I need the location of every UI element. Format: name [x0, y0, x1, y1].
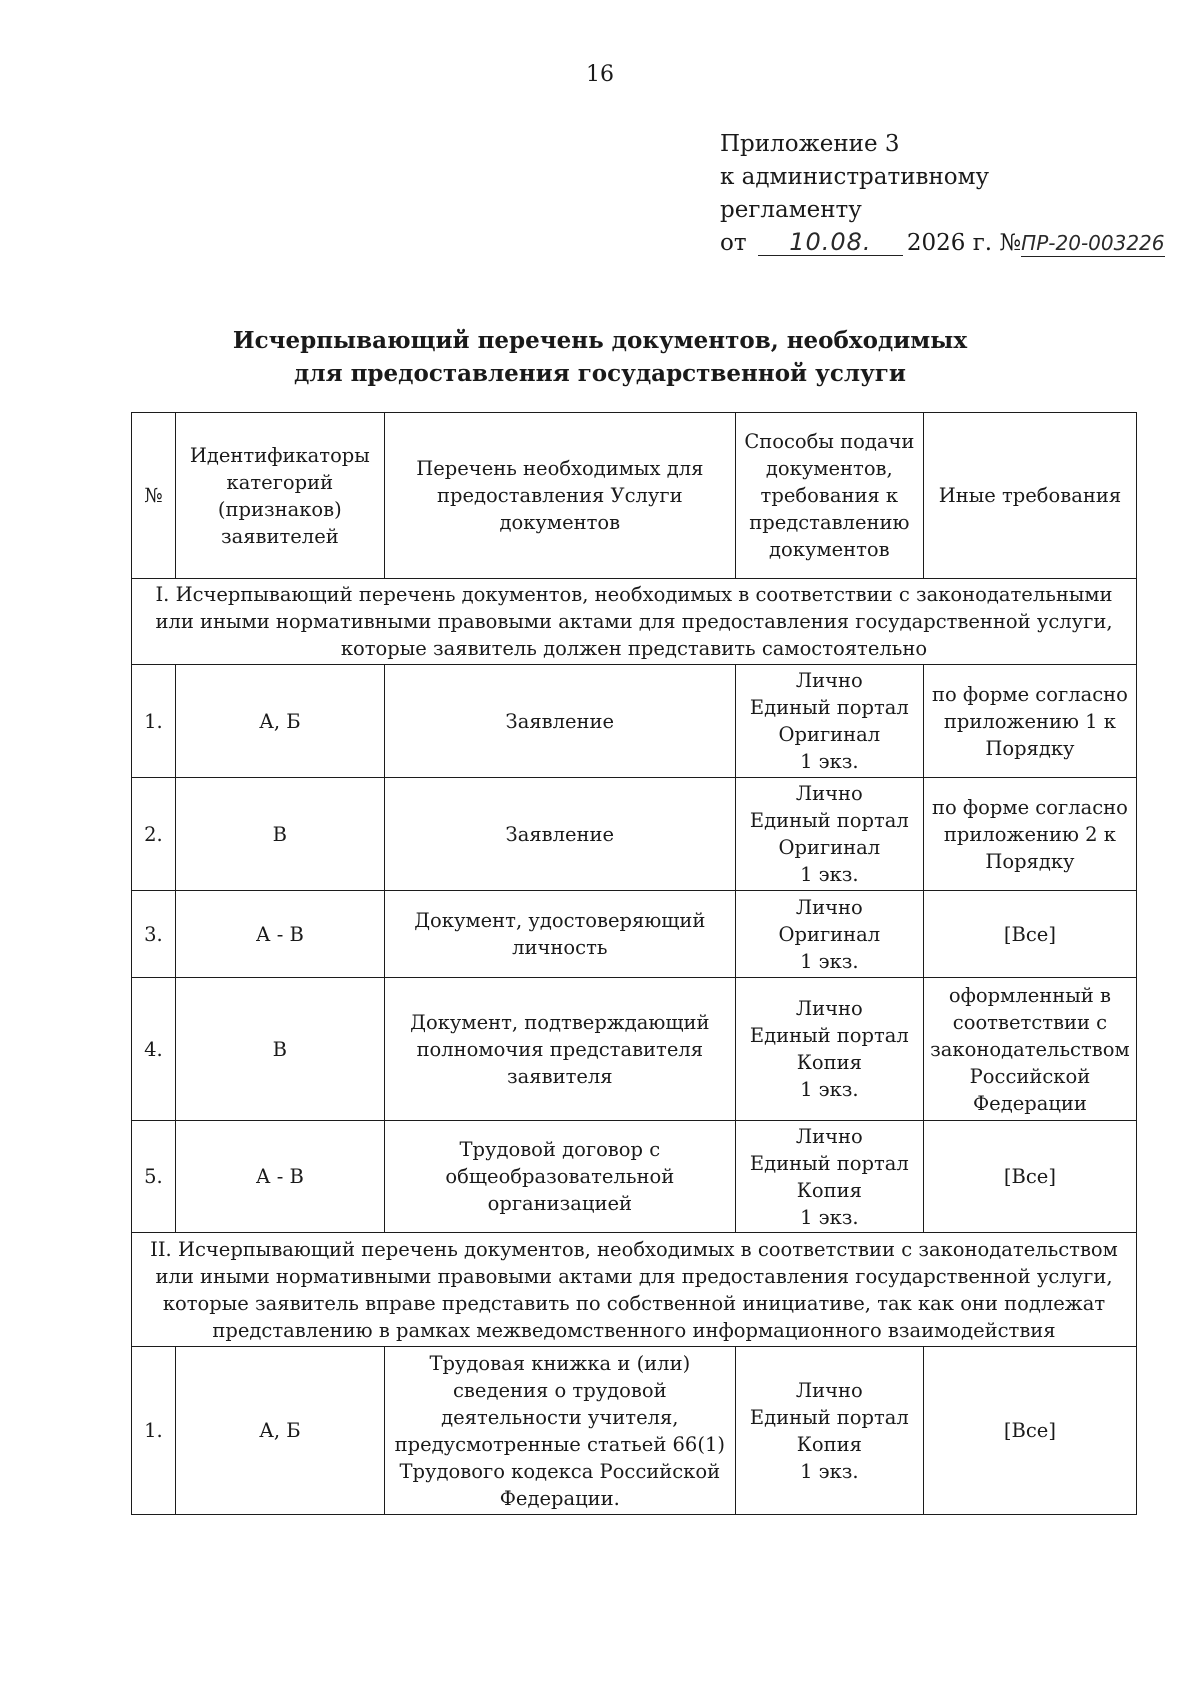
way-line: Копия — [796, 1051, 862, 1074]
row-ids: В — [175, 978, 384, 1121]
title-line-2: для предоставления государственной услуги — [294, 360, 906, 387]
row-num: 4. — [132, 978, 176, 1121]
way-line: Единый портал — [749, 696, 909, 719]
way-line: Оригинал — [778, 723, 881, 746]
row-doc: Заявление — [384, 665, 735, 778]
appendix-reference: к административному — [720, 164, 990, 190]
table-row — [132, 1121, 1137, 1233]
section-1-heading: I. Исчерпывающий перечень документов, необходимых в соответствии с законодательными или иными нормативными правовыми актами для предоставления государственной услуги, которые заявитель должен представить самостоятельно — [132, 579, 1137, 665]
way-line: 1 экз. — [800, 863, 859, 886]
header-docs: Перечень необходимых для предоставления Услуги документов — [384, 413, 735, 579]
row-other: [Все] — [923, 891, 1136, 978]
way-line: Оригинал — [778, 836, 881, 859]
row-num: 5. — [132, 1121, 176, 1233]
row-doc: Документ, подтверждающий полномочия представителя заявителя — [384, 978, 735, 1121]
way-line: Оригинал — [778, 922, 881, 946]
row-doc: Трудовая книжка и (или) сведения о трудовой деятельности учителя, предусмотренные статьей 66(1) Трудового кодекса Российской Федерации. — [384, 1347, 735, 1515]
way-line: Лично — [795, 1124, 863, 1148]
row-doc: Трудовой договор с общеобразовательной организацией — [384, 1121, 735, 1233]
section-2-heading: II. Исчерпывающий перечень документов, необходимых в соответствии с законодательством или иными нормативными правовыми актами для предоставления государственной услуги, которые заявитель вправе представить по собственной инициативе, так как они подлежат представлению в рамках межведомственного информационного взаимодействия — [132, 1233, 1137, 1347]
way-line: Лично — [795, 669, 863, 692]
handwritten-number: ПР-20-003226 — [1021, 231, 1165, 255]
document-title — [0, 324, 1200, 390]
row-num: 1. — [132, 1347, 176, 1515]
way-line: Копия — [796, 1432, 862, 1456]
page-number: 16 — [586, 62, 614, 87]
row-ids: А, Б — [175, 665, 384, 778]
table-row — [132, 1347, 1137, 1515]
year-suffix: 2026 г. № — [906, 230, 1022, 256]
row-ways — [735, 1347, 923, 1515]
table-row — [132, 891, 1137, 978]
row-other: оформленный в соответствии с законодательством Российской Федерации — [923, 978, 1136, 1121]
table-row — [132, 978, 1137, 1121]
table-row — [132, 665, 1137, 778]
header-num: № — [132, 413, 176, 579]
row-ids: А - В — [175, 1121, 384, 1233]
row-ids: А, Б — [175, 1347, 384, 1515]
row-other: по форме согласно приложению 1 к Порядку — [923, 665, 1136, 778]
appendix-block — [720, 128, 1165, 260]
table-row — [132, 778, 1137, 891]
header-ids: Идентификаторы категорий (признаков) заявителей — [175, 413, 384, 579]
handwritten-date: 10.08. — [758, 229, 903, 256]
table-header-row — [132, 413, 1137, 579]
section-row — [132, 1233, 1137, 1347]
way-line: Единый портал — [749, 1024, 909, 1047]
way-line: Единый портал — [749, 1405, 909, 1429]
way-line: 1 экз. — [800, 1459, 859, 1483]
way-line: Лично — [795, 997, 863, 1020]
header-other: Иные требования — [923, 413, 1136, 579]
row-doc: Документ, удостоверяющий личность — [384, 891, 735, 978]
row-ways — [735, 1121, 923, 1233]
way-line: Единый портал — [749, 809, 909, 832]
date-prefix: от — [720, 230, 747, 256]
documents-table — [131, 412, 1137, 1515]
row-ways — [735, 978, 923, 1121]
row-other: [Все] — [923, 1121, 1136, 1233]
row-ids: А - В — [175, 891, 384, 978]
row-doc: Заявление — [384, 778, 735, 891]
way-line: 1 экз. — [800, 949, 859, 973]
way-line: Лично — [795, 895, 863, 919]
row-ways — [735, 891, 923, 978]
row-other: по форме согласно приложению 2 к Порядку — [923, 778, 1136, 891]
appendix-title: Приложение 3 — [720, 131, 900, 157]
way-line: Единый портал — [749, 1151, 909, 1175]
way-line: Копия — [796, 1178, 862, 1202]
row-ways — [735, 778, 923, 891]
row-ways — [735, 665, 923, 778]
way-line: Лично — [795, 1378, 863, 1402]
header-ways: Способы подачи документов, требования к представлению документов — [735, 413, 923, 579]
way-line: 1 экз. — [800, 750, 859, 773]
way-line: 1 экз. — [800, 1078, 859, 1101]
section-row — [132, 579, 1137, 665]
way-line: Лично — [795, 782, 863, 805]
appendix-date-line — [720, 227, 1165, 260]
appendix-regulation: регламенту — [720, 197, 862, 223]
row-num: 2. — [132, 778, 176, 891]
row-other: [Все] — [923, 1347, 1136, 1515]
row-num: 3. — [132, 891, 176, 978]
title-line-1: Исчерпывающий перечень документов, необходимых — [232, 327, 968, 354]
row-num: 1. — [132, 665, 176, 778]
row-ids: В — [175, 778, 384, 891]
way-line: 1 экз. — [800, 1205, 859, 1229]
